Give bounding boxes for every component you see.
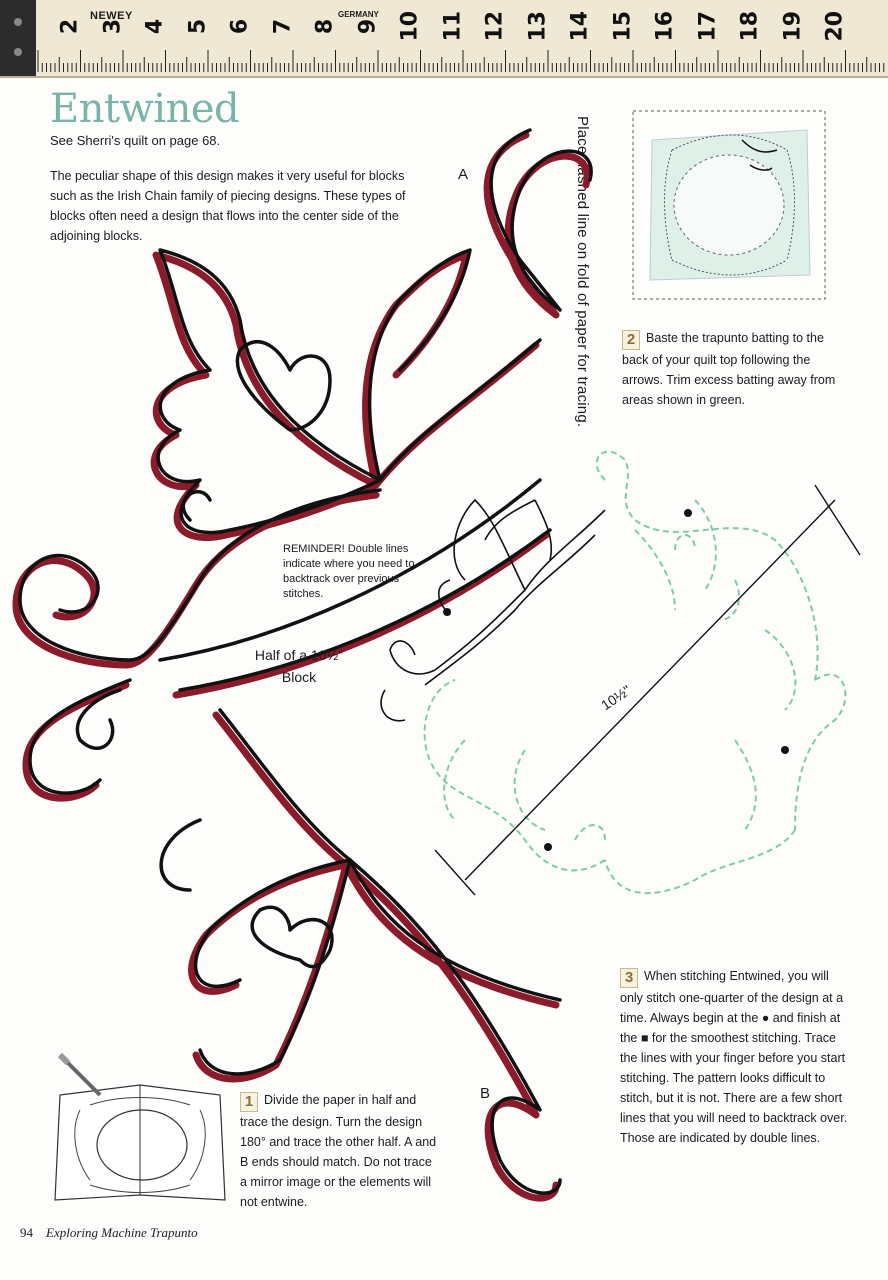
- tape-number: 15: [610, 10, 635, 42]
- tape-number: 17: [695, 10, 720, 42]
- step-2-text: Baste the trapunto batting to the back of your quilt top following the arrows. Trim excess batting away from areas shown in green.: [622, 331, 836, 407]
- stitching-diagram: [375, 440, 875, 920]
- tape-number: 8: [312, 18, 338, 35]
- tape-country: GERMANY: [338, 10, 379, 19]
- reminder-note: REMINDER! Double lines indicate where you need to backtrack over previous stitches.: [283, 543, 415, 600]
- see-also-text: See Sherri's quilt on page 68.: [50, 133, 221, 148]
- page-number: 94: [20, 1225, 33, 1240]
- tape-number: 9: [355, 18, 380, 35]
- tape-number: 16: [652, 10, 678, 42]
- step-3: [620, 966, 850, 1148]
- fold-note: Place dashed line on fold of paper for tracing.: [574, 116, 591, 428]
- half-block-label: Half of a 10½" Block: [254, 647, 344, 685]
- tape-ticks: [36, 48, 888, 72]
- step-1: [240, 1090, 440, 1212]
- tape-number: 18: [737, 10, 763, 42]
- tape-number: 11: [440, 10, 465, 42]
- label-b: B: [480, 1085, 491, 1102]
- tape-measure: [0, 0, 888, 78]
- tape-number: 12: [482, 10, 508, 42]
- step-3-number: 3: [620, 968, 638, 988]
- tape-brand: NEWEY: [90, 10, 133, 22]
- step-1-number: 1: [240, 1092, 258, 1112]
- tape-number: 20: [822, 10, 848, 42]
- tape-number: 3: [100, 18, 125, 35]
- batting-diagram: [632, 110, 826, 300]
- step-3-text: When stitching Entwined, you will only stitch one-quarter of the design at a time. Always begin at the ● and finish at the ■ for the smoothest stitching. Trace the lines with your finger before you start stitching. The pattern looks difficult to stitch, but it is not. There are a few short lines that you will need to backtrack over. Those are indicated by double lines.: [620, 969, 848, 1145]
- tape-number: 5: [185, 18, 210, 35]
- book-title: Exploring Machine Trapunto: [46, 1225, 198, 1240]
- tape-number: 13: [525, 10, 550, 42]
- tape-number: 19: [780, 10, 805, 42]
- step-1-text: Divide the paper in half and trace the design. Turn the design 180° and trace the other half. A and B ends should match. Do not trace a mirror image or the elements will not entwine.: [240, 1093, 437, 1209]
- tape-number: 10: [397, 10, 423, 42]
- folded-paper-illustration: [50, 1050, 230, 1210]
- tape-number: 7: [270, 18, 295, 35]
- step-2: [622, 328, 847, 410]
- page-title: Entwined: [50, 86, 240, 132]
- tape-number: 14: [567, 10, 593, 42]
- dimension-label: 10½": [598, 681, 634, 714]
- tape-clip: [0, 0, 36, 76]
- intro-paragraph: The peculiar shape of this design makes it very useful for blocks such as the Irish Chain family of piecing designs. These types of blocks often need a design that flows into the center side of the adjoining blocks.: [50, 169, 406, 243]
- step-2-number: 2: [622, 330, 640, 350]
- tape-number: 4: [142, 18, 168, 35]
- label-a: A: [458, 166, 469, 183]
- tape-number: 6: [227, 18, 253, 35]
- tape-number: 2: [57, 18, 83, 35]
